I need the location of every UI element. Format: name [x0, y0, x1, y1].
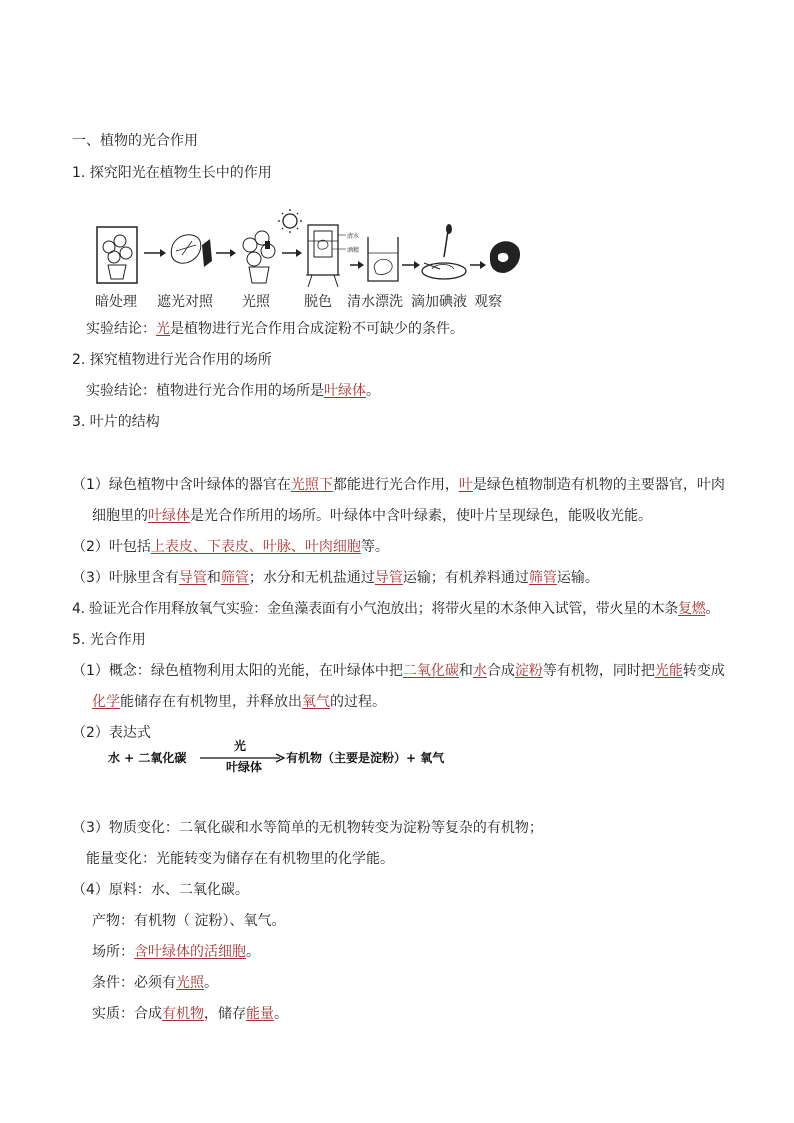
s5-p1-line2: 化学能储存在有机物里，并释放出氧气的过程。: [92, 694, 386, 710]
lit-plant-illustration: [243, 231, 275, 283]
equation-condition-chloroplast: 叶绿体: [225, 760, 263, 774]
photosynthesis-equation: [108, 737, 478, 775]
sun-icon: [278, 209, 302, 233]
s5-p4-products: 产物：有机物（ 淀粉）、氧气。: [92, 913, 286, 929]
s2-conclusion: 实验结论：植物进行光合作用的场所是叶绿体。: [86, 383, 380, 399]
iodine-dish-illustration: [422, 224, 466, 279]
s5-p4-essence: 实质：合成有机物，储存能量。: [92, 1006, 288, 1022]
observed-leaf-illustration: [490, 241, 520, 273]
beaker-label-water: 清水: [347, 233, 360, 240]
caption-decolorize: 脱色: [304, 294, 332, 310]
s1-title: 1. 探究阳光在植物生长中的作用: [72, 165, 272, 181]
s5-p1-line1: （1）概念：绿色植物利用太阳的光能，在叶绿体中把二氧化碳和水合成淀粉等有机物，同时把光能转变成: [72, 663, 725, 679]
arrow-icon: [144, 249, 166, 257]
arrow-icon: [470, 261, 486, 269]
arrow-icon: [350, 261, 364, 269]
shaded-leaf-illustration: [171, 235, 212, 267]
equation-reactants: 水 + 二氧化碳: [108, 751, 187, 765]
caption-observe: 观察: [474, 294, 502, 310]
s5-p4-place: 场所：含叶绿体的活细胞。: [92, 944, 260, 960]
s4-text: 4. 验证光合作用释放氧气实验：金鱼藻表面有小气泡放出；将带火星的木条伸入试管，带火星的木条复燃。: [72, 601, 720, 617]
s3-p1-line2: 细胞里的叶绿体是光合作所用的场所。叶绿体中含叶绿素，使叶片呈现绿色，能吸收光能。: [92, 508, 652, 524]
s5-p4-raw: （4）原料：水、二氧化碳。: [72, 882, 249, 898]
equation-condition-light: 光: [233, 739, 247, 753]
s3-p3: （3）叶脉里含有导管和筛管；水分和无机盐通过导管运输；有机养料通过筛管运输。: [72, 570, 599, 586]
s3-p1-line1: （1）绿色植物中含叶绿体的器官在光照下都能进行光合作用，叶是绿色植物制造有机物的主要器官，叶肉: [72, 477, 725, 493]
s5-p3-line1: （3）物质变化：二氧化碳和水等简单的无机物转变为淀粉等复杂的有机物；: [72, 820, 543, 836]
s5-p4-condition: 条件：必须有光照。: [92, 975, 218, 991]
equation-products: 有机物（主要是淀粉）+ 氧气: [286, 751, 445, 765]
arrow-icon: [282, 249, 302, 257]
s5-p2-label: （2）表达式: [72, 725, 151, 741]
s5-p3-line2: 能量变化：光能转变为储存在有机物里的化学能。: [86, 851, 394, 867]
arrow-icon: [402, 261, 420, 269]
caption-add-iodine: 滴加碘液: [411, 294, 467, 310]
s1-conclusion: 实验结论：光是植物进行光合作用合成淀粉不可缺少的条件。: [86, 321, 464, 337]
caption-rinse: 清水漂洗: [347, 294, 403, 310]
water-bath-illustration: [306, 225, 359, 287]
s3-title: 3. 叶片的结构: [72, 414, 160, 430]
beaker-label-alcohol: 酒精: [347, 247, 360, 254]
rinse-beaker-illustration: [368, 237, 398, 281]
s3-p2: （2）叶包括上表皮、下表皮、叶脉、叶肉细胞等。: [72, 539, 389, 555]
section-title: 一、植物的光合作用: [72, 133, 198, 149]
caption-light: 光照: [242, 294, 270, 310]
arrow-icon: [216, 249, 236, 257]
caption-shade-control: 遮光对照: [157, 294, 213, 310]
s2-title: 2. 探究植物进行光合作用的场所: [72, 352, 272, 368]
dark-treatment-illustration: [97, 227, 137, 283]
s5-title: 5. 光合作用: [72, 632, 146, 648]
caption-dark-treatment: 暗处理: [95, 294, 137, 310]
